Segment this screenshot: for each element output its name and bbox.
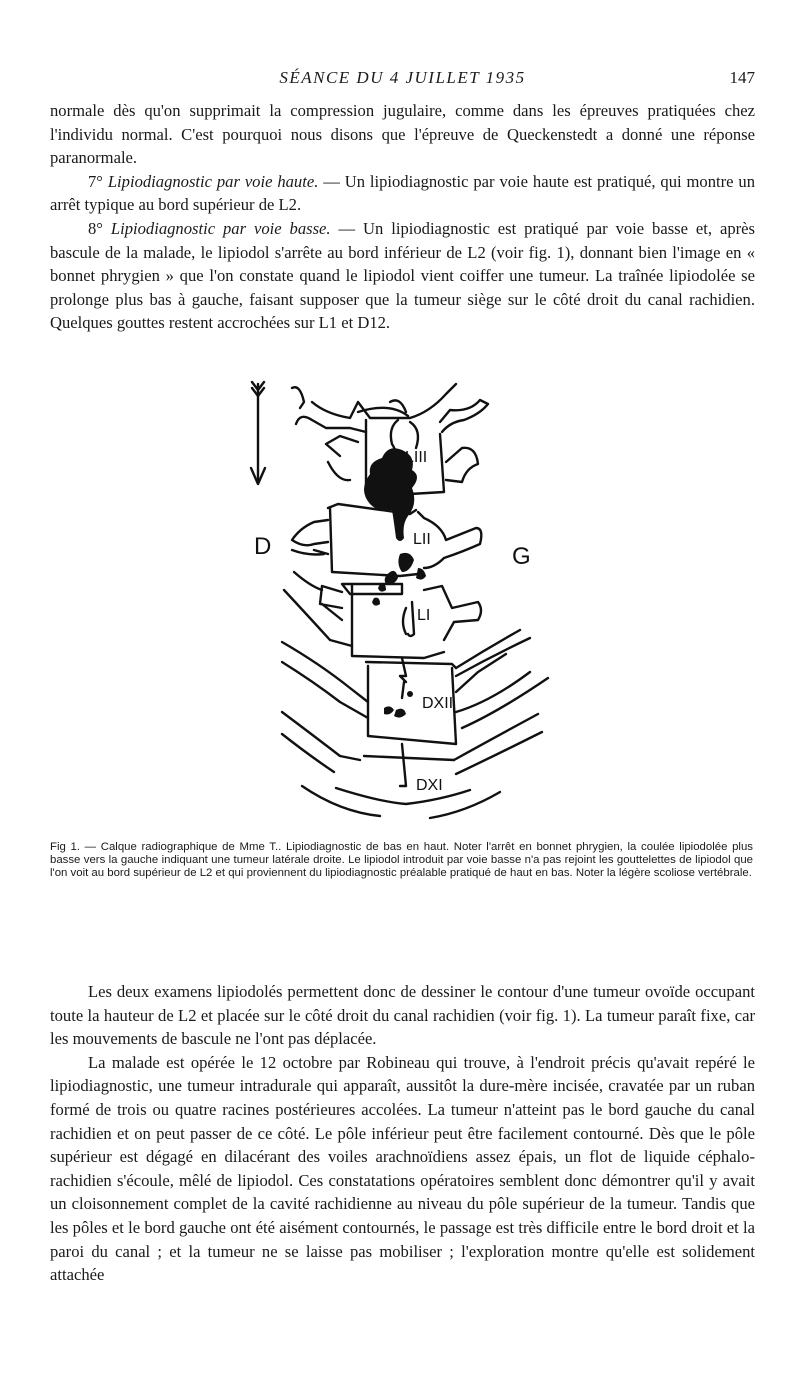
vertebra-label-d12: DXII: [422, 695, 454, 712]
running-title: SÉANCE DU 4 JUILLET 1935: [279, 68, 526, 87]
vertebra-d11: [282, 712, 542, 818]
page-header: [50, 68, 755, 94]
caption-label: Fig 1.: [50, 841, 80, 853]
vertebra-d12: [282, 630, 548, 744]
vertebra-label-l1: LI: [417, 607, 431, 624]
vertebra-label-d11: DXI: [416, 777, 443, 794]
body-text-bottom: [50, 980, 755, 1287]
item-7: [50, 170, 755, 217]
side-label-right: D: [254, 533, 272, 560]
item-7-title: Lipiodiagnostic par voie haute.: [107, 171, 319, 191]
item-8: [50, 217, 755, 335]
vertebra-label-l3: LIII: [405, 449, 428, 466]
item-8-number: 8°: [88, 218, 103, 238]
paragraph-continuation: normale dès qu'on supprimait la compression jugulaire, comme dans les épreuves pratiquées chez l'individu normal. C'est pourquoi nous disons que l'épreuve de Queckenstedt a donné une réponse paranormale.: [50, 101, 755, 168]
paragraph-operation: La malade est opérée le 12 octobre par Robineau qui trouve, à l'endroit précis qu'avait repéré le lipiodiagnostic, une tumeur intradurale qui apparaît, aussitôt la dure-mère incisée, cravatée par un ruban formé de trois ou quatre racines postérieures accolées. La tumeur n'atteint pas le bord gauche du canal rachidien et on peut passer de ce côté. Le pôle inférieur peut être facilement contourné. Dès que le pôle supérieur est dégagé en dilacérant des voiles arachnoïdiens assez épais, un flot de liquide céphalo-rachidien s'écoule, mêlé de lipiodol. Ces constatations opératoires semblent donc démontrer qu'il y avait un cloisonnement complet de la cavité rachidienne au niveau du pôle supérieur de la tumeur. Tandis que les pôles et le bord gauche ont été aisément contournés, le passage est très difficile entre le bord droit et la paroi du canal ; et la tumeur ne se laisse pas mobiliser ; l'exploration montre qu'elle est solidement attachée: [50, 1052, 755, 1285]
item-8-text: — Un lipiodiagnostic est pratiqué par voie basse et, après bascule de la malade, le lipiodol s'arrête au bord inférieur de L2 (voir fig. 1), donnant bien l'image en « bonnet phrygien » que l'on constate quand le lipiodol vient coiffer une tumeur. La traînée lipiodolée se prolonge plus bas à gauche, faisant supposer que la tumeur siège sur le côté droit du canal rachidien. Quelques gouttes restent accrochées sur L1 et D12.: [50, 218, 755, 333]
page-number: 147: [729, 68, 755, 87]
vertebra-l2: [292, 504, 481, 576]
spine-tracing-figure: [230, 372, 570, 832]
vertebra-label-l2: LII: [413, 531, 431, 548]
side-label-left: G: [512, 543, 531, 570]
caption-text: — Calque radiographique de Mme T.. Lipiodiagnostic de bas en haut. Noter l'arrêt en bonnet phrygien, la coulée lipiodolée plus basse vers la gauche indiquant une tumeur latérale droite. Le lipiodol introduit par voie basse n'a pas rejoint les gouttelettes de lipiodol que l'on voit au bord supérieur de L2 et qui proviennent du lipiodiagnostic préalable pratiqué de haut en bas. Noter la légère scoliose vertébrale.: [50, 841, 753, 879]
item-7-text: — Un lipiodiagnostic par voie haute est pratiqué, qui montre un arrêt typique au bord supérieur de L2.: [50, 171, 755, 215]
figure-caption: [50, 841, 753, 880]
item-7-number: 7°: [88, 171, 103, 191]
item-8-title: Lipiodiagnostic par voie basse.: [110, 218, 331, 238]
body-text-top: [50, 99, 755, 335]
paragraph-examens: Les deux examens lipiodolés permettent donc de dessiner le contour d'une tumeur ovoïde occupant toute la hauteur de L2 et placée sur le côté droit du canal rachidien (voir fig. 1). La tumeur paraît fixe, car les mouvements de bascule ne l'ont pas déplacée.: [50, 982, 755, 1049]
direction-arrow-icon: [251, 382, 265, 484]
